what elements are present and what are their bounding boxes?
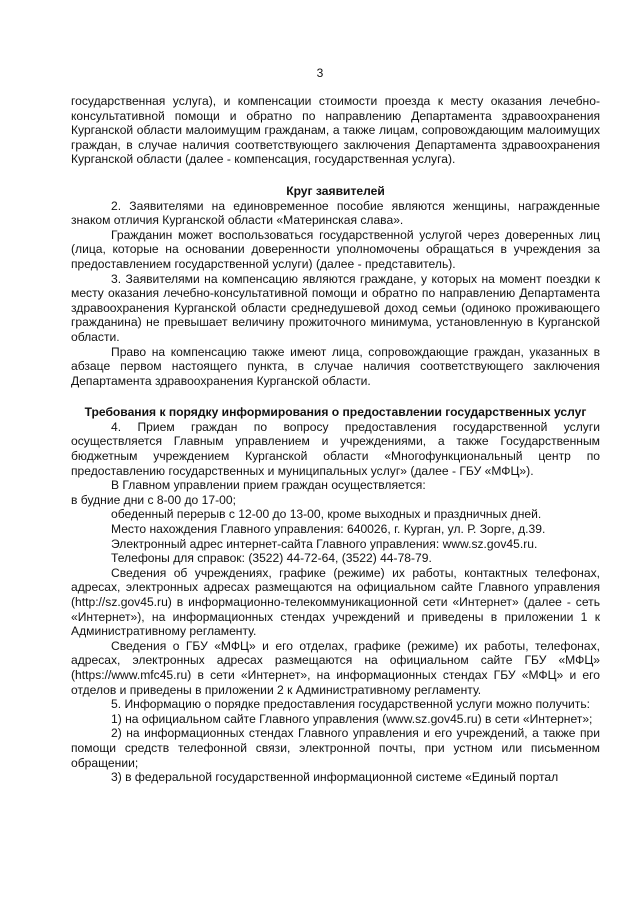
- paragraph: 2. Заявителями на единовременное пособие являются женщины, награжденные знаком отличия Курганской области «Материнская слава».: [71, 198, 600, 228]
- paragraph: Сведения о ГБУ «МФЦ» и его отделах, графике (режиме) их работы, телефонах, адресах, электронных адресах размещаются на официальном сайте ГБУ «МФЦ» (https://www.mfc45.ru) в сети «Интернет», на информационных стендах ГБУ «МФЦ» и его отделов и приведены в приложении 2 к Административному регламенту.: [71, 638, 600, 697]
- section-heading: Требования к порядку информирования о предоставлении государственных услуг: [84, 405, 587, 420]
- paragraph: 3) в федеральной государственной информационной системе «Единый портал: [111, 770, 559, 785]
- paragraph: 3. Заявителями на компенсацию являются граждане, у которых на момент поездки к месту оказания лечебно-консультативной помощи и обратно по направлению Департамента здравоохранения Курганской области среднедушевой доход семьи (одиноко проживающего гражданина) не превышает величину прожиточного минимума, установленную в Курганской области.: [71, 271, 600, 344]
- paragraph: Сведения об учреждениях, графике (режиме) их работы, контактных телефонах, адресах, электронных адресах размещаются на официальном сайте Главного управления (http://sz.gov45.ru) в информационно-телекоммуникационной сети «Интернет» (далее - сеть «Интернет»), на информационных стендах учреждений и приведены в приложении 1 к Административному регламенту.: [71, 565, 600, 639]
- paragraph: 5. Информацию о порядке предоставления государственной услуги можно получить:: [111, 697, 590, 712]
- paragraph: в будние дни с 8-00 до 17-00;: [71, 492, 236, 507]
- paragraph: Телефоны для справок: (3522) 44-72-64, (3522) 44-78-79.: [111, 551, 432, 566]
- paragraph: 2) на информационных стендах Главного управления и его учреждений, а также при помощи средств телефонной связи, электронной почты, при устном или письменном обращении;: [71, 726, 600, 770]
- paragraph: обеденный перерыв с 12-00 до 13-00, кроме выходных и праздничных дней.: [111, 507, 542, 522]
- section-heading: Круг заявителей: [286, 183, 385, 198]
- section-gap: [71, 167, 600, 184]
- paragraph: государственная услуга), и компенсации стоимости проезда к месту оказания лечебно-консультативной помощи и обратно по направлению Департамента здравоохранения Курганской области малоимущим гражданам, а также лицам, сопровождающим малоимущих граждан, в случае наличия соответствующего заключения Департамента здравоохранения Курганской области (далее - компенсация, государственная услуга).: [71, 94, 600, 167]
- section-gap: [71, 388, 600, 405]
- document-body: [71, 94, 600, 785]
- paragraph: 1) на официальном сайте Главного управления (www.sz.gov45.ru) в сети «Интернет»;: [111, 711, 593, 726]
- paragraph: Гражданин может воспользоваться государственной услугой через доверенных лиц (лица, которые на основании доверенности уполномочены обращаться в учреждения за предоставлением государственной услуги) (далее - представитель).: [71, 227, 600, 271]
- paragraph: Электронный адрес интернет-сайта Главного управления: www.sz.gov45.ru.: [111, 536, 538, 551]
- page-number: 3: [316, 66, 324, 80]
- paragraph: 4. Прием граждан по вопросу предоставления государственной услуги осуществляется Главным управлением и учреждениями, а также Государственным бюджетным учреждением Курганской области «Многофункциональный центр по предоставлению государственных и муниципальных услуг» (далее - ГБУ «МФЦ»).: [71, 419, 600, 478]
- paragraph: Место нахождения Главного управления: 640026, г. Курган, ул. Р. Зорге, д.39.: [111, 522, 546, 537]
- paragraph: Право на компенсацию также имеют лица, сопровождающие граждан, указанных в абзаце первом настоящего пункта, в случае наличия соответствующего заключения Департамента здравоохранения Курганской области.: [71, 344, 600, 388]
- paragraph: В Главном управлении прием граждан осуществляется:: [111, 478, 426, 493]
